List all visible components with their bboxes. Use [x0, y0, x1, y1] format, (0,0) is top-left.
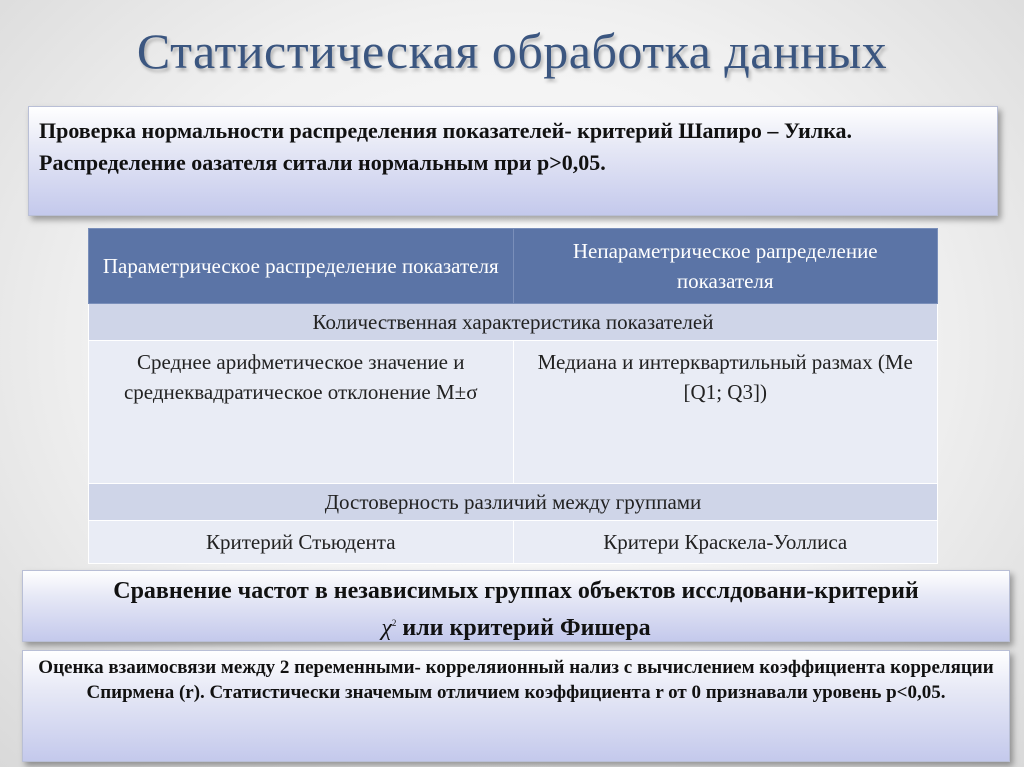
- table-section-row: [89, 484, 938, 521]
- normality-check-box: [28, 106, 998, 216]
- chi-superscript: 2: [391, 618, 397, 628]
- frequency-line1: Сравнение частот в независимых группах объектов исслдовани-критерий: [113, 578, 919, 604]
- cell-median-iqr: Медиана и интерквартильный размах (Me [Q1; Q3]): [513, 341, 938, 484]
- frequency-comparison-box: [22, 570, 1010, 642]
- correlation-box: [22, 650, 1010, 762]
- normality-check-text: Проверка нормальности распределения показателей- критерий Шапиро – Уилка. Распределение оазателя ситали нормальным при p>0,05.: [39, 118, 853, 175]
- header-nonparametric: Непараметрическое рапределение показателя: [513, 229, 938, 304]
- table-header-row: [89, 229, 938, 304]
- cell-kruskal-wallis: Критери Краскела-Уоллиса: [513, 521, 938, 564]
- slide-title: Статистическая обработка данных: [136, 23, 888, 79]
- chi-symbol: χ: [381, 615, 392, 641]
- statistics-table: [88, 228, 938, 564]
- table-section-row: [89, 304, 938, 341]
- section-quantitative: Количественная характеристика показателей: [89, 304, 938, 341]
- table-row: [89, 521, 938, 564]
- correlation-text: Оценка взаимосвязи между 2 переменными- корреляионный нализ с вычислением коэффициента корреляции Спирмена (r). Статистически значемым отличием коэффициента r от 0 признавали уровень p<0,05.: [38, 657, 994, 703]
- table-row: [89, 341, 938, 484]
- cell-mean-sd: Среднее арифметическое значение и среднеквадратическое отклонение M±σ: [89, 341, 514, 484]
- header-parametric: Параметрическое распределение показателя: [89, 229, 514, 304]
- cell-student: Критерий Стьюдента: [89, 521, 514, 564]
- frequency-line2: или критерий Фишера: [402, 615, 651, 641]
- section-significance: Достоверность различий между группами: [89, 484, 938, 521]
